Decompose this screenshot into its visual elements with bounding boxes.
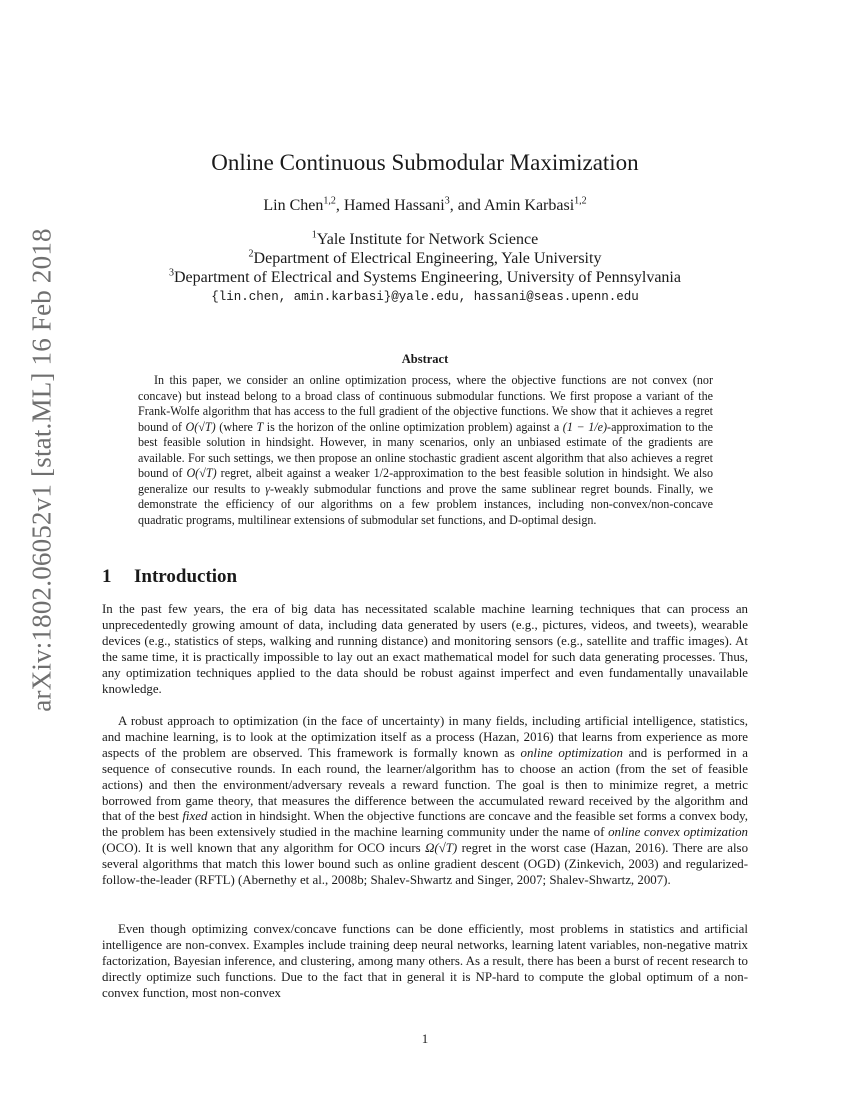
math-inline: Ω(√T): [425, 841, 458, 856]
affiliation-number: 3: [169, 267, 174, 279]
paper-title: Online Continuous Submodular Maximization: [211, 150, 639, 175]
paragraph-text: (OCO). It is well known that any algorithm for OCO incurs: [102, 841, 426, 856]
paragraph-text: A robust approach to optimization (in the face of uncertainty) in many fields, including artificial intelligence, statistics, and machine learning, is to look at the optimization itself as a process (Hazan, 2016) that learns from experience as more aspects of the problem are observed. This framework is formally known as: [102, 714, 748, 760]
paragraph-text: and is performed in a sequence of consecutive rounds. In each round, the learner/algorithm has to choose an action (from the set of feasible actions) and then the environment/adversary reveals a reward function. The goal is then to minimize regret, a metric borrowed from game theory, that measures the difference between the accumulated reward received by the algorithm and that of the best: [102, 745, 748, 824]
page-number: 1: [421, 1032, 429, 1046]
affiliation: [100, 231, 750, 249]
abstract-text: is the horizon of the online optimization problem) against a: [263, 419, 563, 434]
affiliation-number: 1: [311, 229, 317, 241]
intro-paragraph-1: In the past few years, the era of big data has necessitated scalable machine learning techniques that can process an unprecedentedly growing amount of data, including data generated by users (e.g., pictures, videos, and tweets), wearable devices (e.g., statistics of steps, walking and running distance) and monitoring sensors (e.g., satellite and traffic images). At the same time, it is practically impossible to lay out an exact mathematical model for such data generating processes. Thus, any optimization techniques applied to the data should be robust against imperfect and even fundamentally unavailable knowledge.: [102, 602, 748, 696]
abstract-body: [138, 373, 713, 528]
affiliation-text: Yale Institute for Network Science: [316, 231, 539, 248]
affiliation-text: Department of Electrical Engineering, Yale University: [253, 250, 602, 267]
abstract-text: regret, albeit against a weaker 1/2-approximation to the best feasible solution in hindsight. We also generalize our results to: [138, 466, 714, 496]
section-number: 1: [102, 566, 112, 587]
abstract-heading: Abstract: [401, 352, 449, 366]
author-separator: ,: [335, 197, 344, 214]
author-name: Hamed Hassani: [343, 197, 445, 214]
affiliation-number: 2: [248, 248, 254, 260]
intro-paragraph-3: Even though optimizing convex/concave functions can be done efficiently, most problems in statistics and artificial intelligence are non-convex. Examples include training deep neural networks, learning latent variables, non-negative matrix factorization, Bayesian inference, and clustering, among many others. As a result, there has been a burst of recent research to directly optimize such functions. Due to the fact that in general it is NP-hard to compute the global optimum of a non-convex function, most non-convex: [102, 922, 748, 1000]
author-name: Lin Chen: [263, 197, 324, 214]
paragraph-text: action in hindsight. When the objective functions are concave and the feasible set forms a convex body, the problem has been extensively studied in the machine learning community under the name of: [102, 809, 748, 840]
emphasis-text: online optimization: [520, 745, 623, 760]
abstract-text: In this paper, we consider an online optimization process, where the objective functions are not convex (nor concave) but instead belong to a broad class of continuous submodular functions. We first propose a variant of the Frank-Wolfe algorithm that has access to the full gradient of the objective functions. We show that it achieves a regret bound of: [138, 373, 713, 434]
emphasis-text: fixed: [182, 809, 208, 824]
math-inline: (1 − 1/e): [562, 419, 608, 434]
math-inline: O(√T): [186, 466, 217, 480]
math-inline: O(√T): [185, 419, 216, 434]
affiliation: [100, 250, 750, 268]
intro-paragraph-2: [102, 714, 748, 889]
emphasis-text: online convex optimization: [608, 825, 749, 840]
math-inline: γ: [265, 481, 270, 496]
abstract-text: -weakly submodular functions and prove the same sublinear regret bounds. Finally, we demonstrate the efficiency of our algorithms on a few problem instances, including non-convex/non-concave quadratic programs, multilinear extensions of submodular set functions, and D-optimal design.: [138, 481, 713, 527]
author-emails: {lin.chen, amin.karbasi}@yale.edu, hassani@seas.upenn.edu: [211, 290, 639, 304]
author-affiliation-mark: 1,2: [323, 195, 336, 207]
section-title: Introduction: [134, 566, 238, 587]
author-affiliation-mark: 3: [444, 195, 450, 207]
author-separator: , and: [449, 197, 484, 214]
paragraph-text: regret in the worst case (Hazan, 2016). There are also several algorithms that match this lower bound such as online gradient descent (OGD) (Zinkevich, 2003) and regularized-follow-the-leader (RFTL) (Abernethy et al., 2008b; Shalev-Shwartz and Singer, 2007; Shalev-Shwartz, 2007).: [102, 841, 749, 888]
affiliation: [100, 269, 750, 287]
author-affiliation-mark: 1,2: [574, 195, 587, 207]
arxiv-id: arXiv:1802.06052v1 [stat.ML] 16 Feb 2018: [26, 228, 57, 712]
section-heading: [102, 566, 237, 588]
author-list: [100, 197, 750, 215]
arxiv-stamp: [0, 0, 70, 1100]
math-inline: T: [256, 419, 264, 434]
affiliation-text: Department of Electrical and Systems Engineering, University of Pennsylvania: [174, 269, 681, 286]
abstract-text: (where: [215, 419, 257, 434]
abstract-text: -approximation to the best feasible solution in hindsight. However, in many scenarios, only an unbiased estimate of the gradients are available. For such settings, we then propose an online stochastic gradient ascent algorithm that also achieves a regret bound of: [138, 419, 713, 480]
author-name: Amin Karbasi: [483, 197, 575, 214]
